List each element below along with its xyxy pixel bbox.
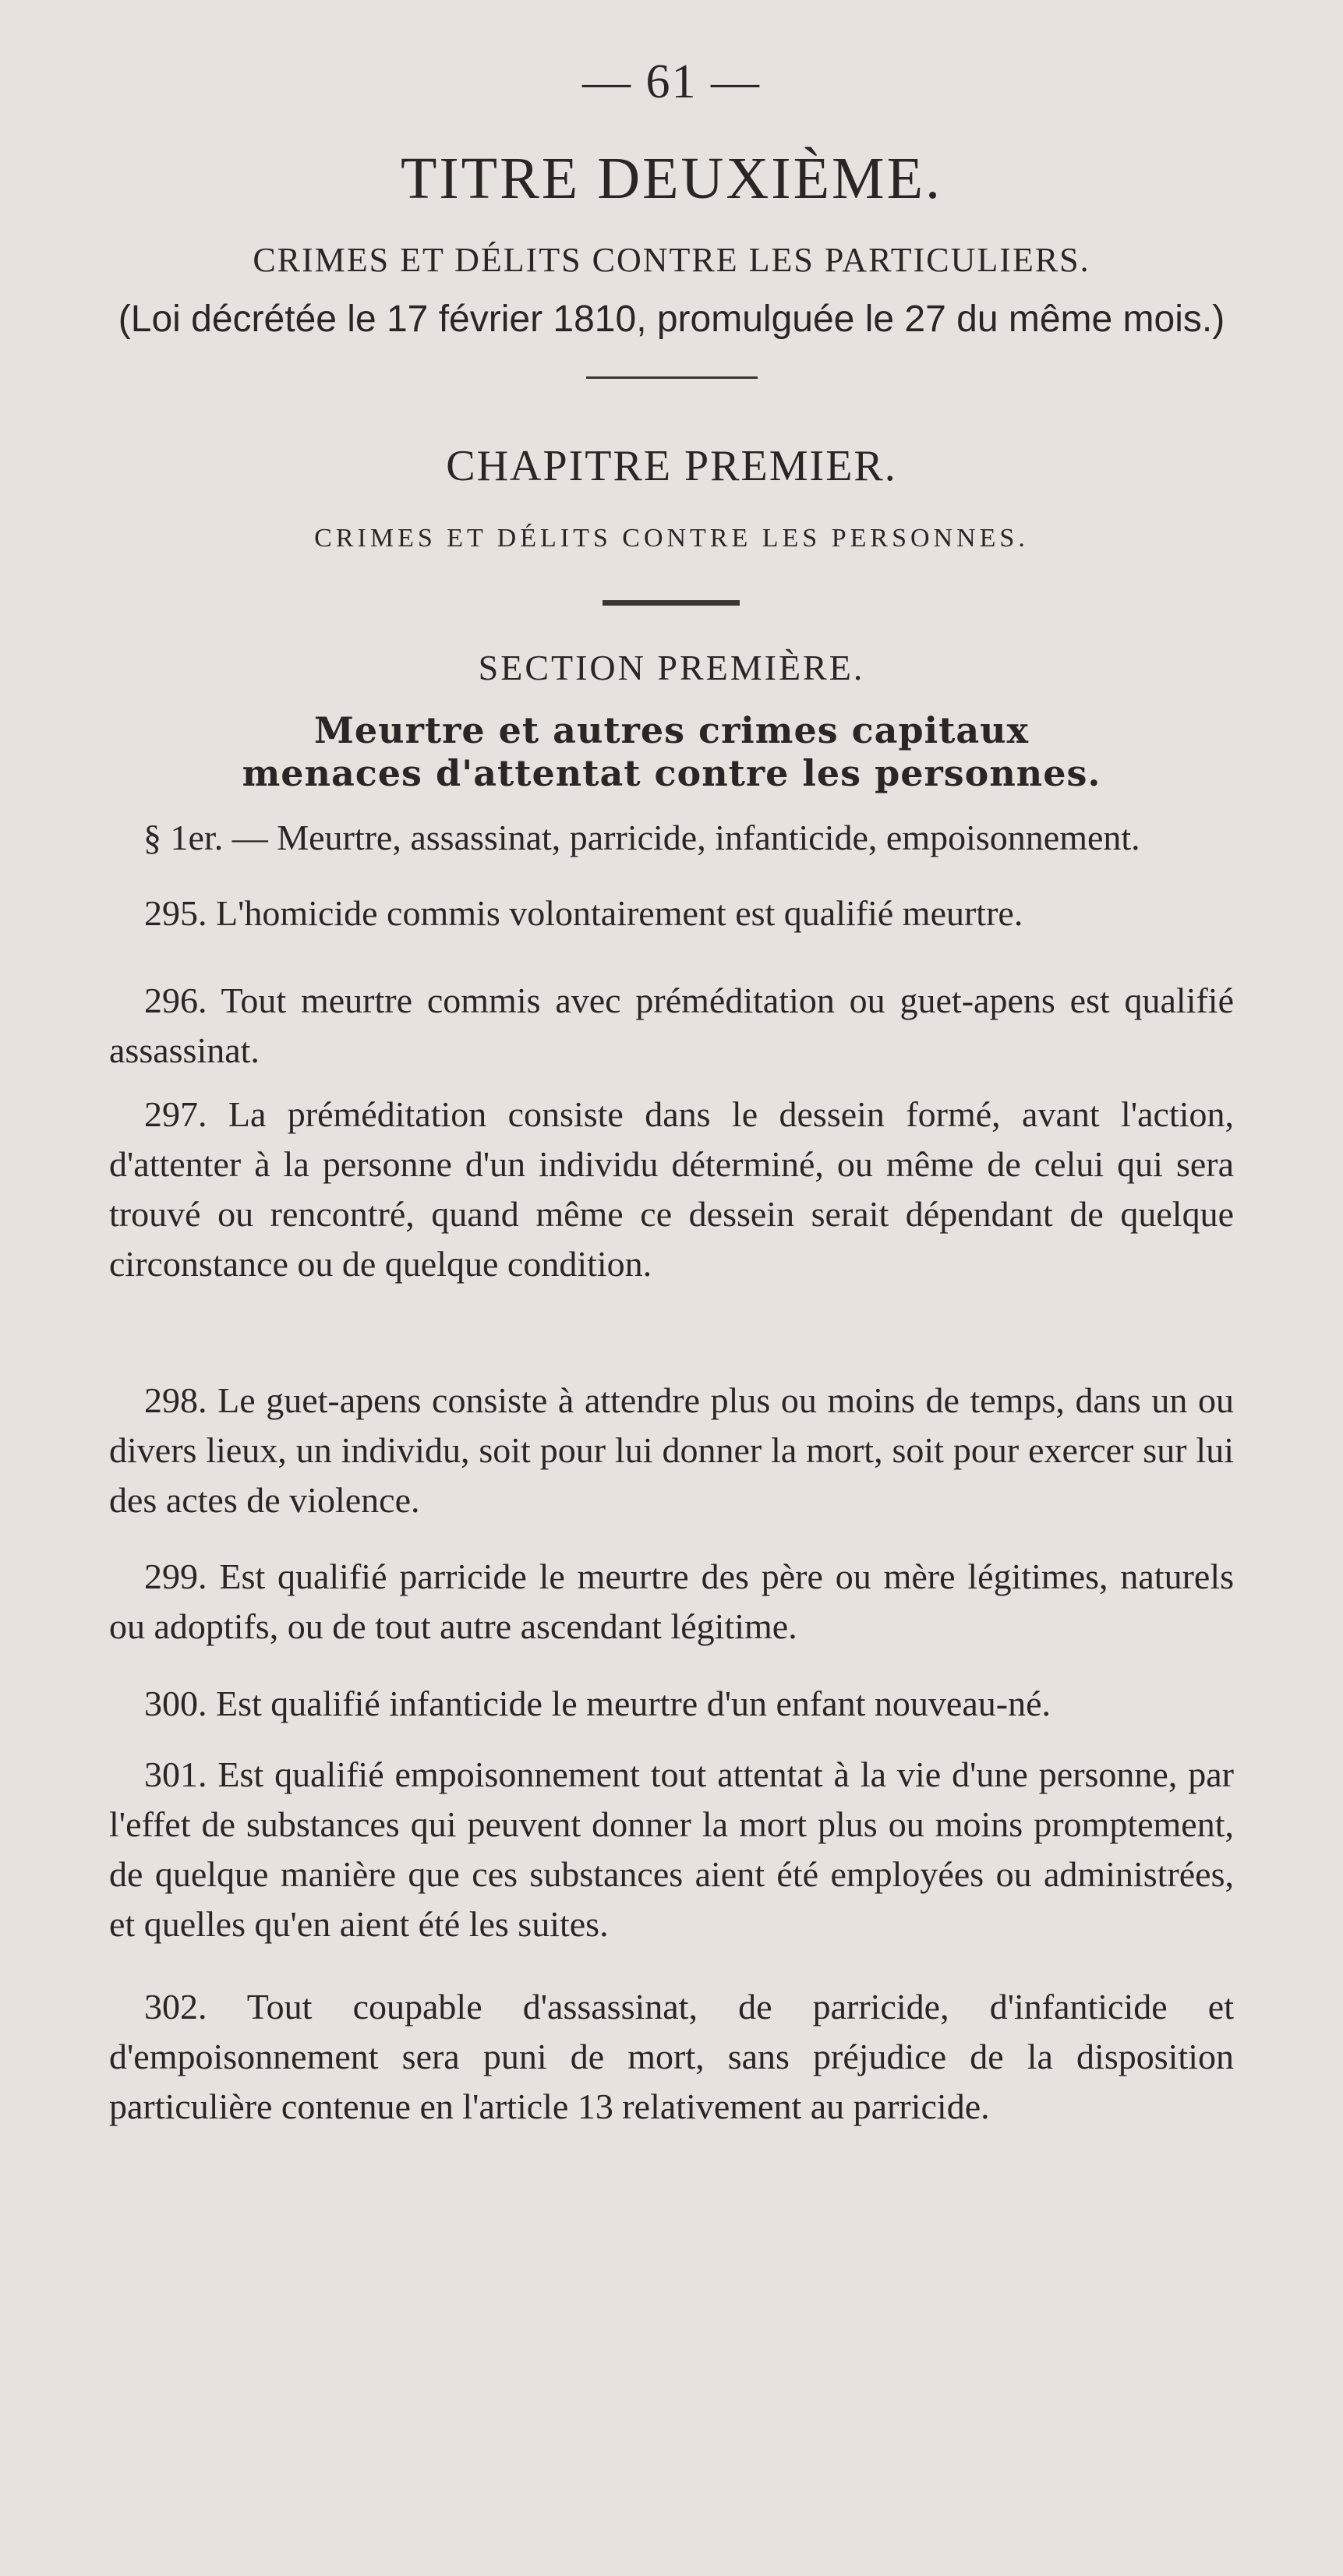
subtitle: CRIMES ET DÉLITS CONTRE LES PARTICULIERS. xyxy=(253,241,1090,279)
article-296: 296. Tout meurtre commis avec préméditation ou guet-apens est qualifié assassinat. xyxy=(109,981,1234,1070)
article-301: 301. Est qualifié empoisonnement tout attentat à la vie d'une personne, par l'effet de substances qui peuvent donner la mort plus ou moins promptement, de quelque manière que ces substances aient été employées ou administrées, et quelles qu'en aient été les suites. xyxy=(109,1754,1234,1944)
paragraph-heading: § 1er. — Meurtre, assassinat, parricide, infanticide, empoisonnement. xyxy=(143,818,1140,857)
article-300: 300. Est qualifié infanticide le meurtre d'un enfant nouveau-né. xyxy=(144,1684,1051,1723)
law-note: (Loi décrétée le 17 février 1810, promulguée le 27 du même mois.) xyxy=(118,299,1225,340)
article-295: 295. L'homicide commis volontairement est qualifié meurtre. xyxy=(144,893,1023,933)
divider-rule xyxy=(586,376,758,379)
article-297: 297. La préméditation consiste dans le dessein formé, avant l'action, d'attenter à la personne d'un individu déterminé, ou même de celui qui sera trouvé ou rencontré, quand même ce dessein serait dépendant de quelque circonstance ou de quelque condition. xyxy=(109,1094,1234,1284)
article-302: 302. Tout coupable d'assassinat, de parricide, d'infanticide et d'empoisonnement sera puni de mort, sans préjudice de la disposition particulière contenue en l'article 13 relativement au parricide. xyxy=(109,1987,1234,2126)
chapter-subtitle: CRIMES ET DÉLITS CONTRE LES PERSONNES. xyxy=(314,524,1029,553)
section-heading xyxy=(0,709,1343,795)
page-number: — 61 — xyxy=(582,55,761,108)
chapter-title: CHAPITRE PREMIER. xyxy=(446,442,897,490)
divider-rule-thick xyxy=(603,600,740,606)
section-heading-line: Meurtre et autres crimes capitaux xyxy=(313,709,1030,751)
section-title: SECTION PREMIÈRE. xyxy=(478,648,865,687)
section-heading-line: menaces d'attentat contre les personnes. xyxy=(242,752,1101,794)
article-298: 298. Le guet-apens consiste à attendre plus ou moins de temps, dans un ou divers lieux, un individu, soit pour lui donner la mort, soit pour exercer sur lui des actes de violence. xyxy=(109,1380,1234,1520)
title: TITRE DEUXIÈME. xyxy=(400,146,943,211)
article-299: 299. Est qualifié parricide le meurtre des père ou mère légitimes, naturels ou adoptifs, ou de tout autre ascendant légitime. xyxy=(109,1557,1234,1646)
